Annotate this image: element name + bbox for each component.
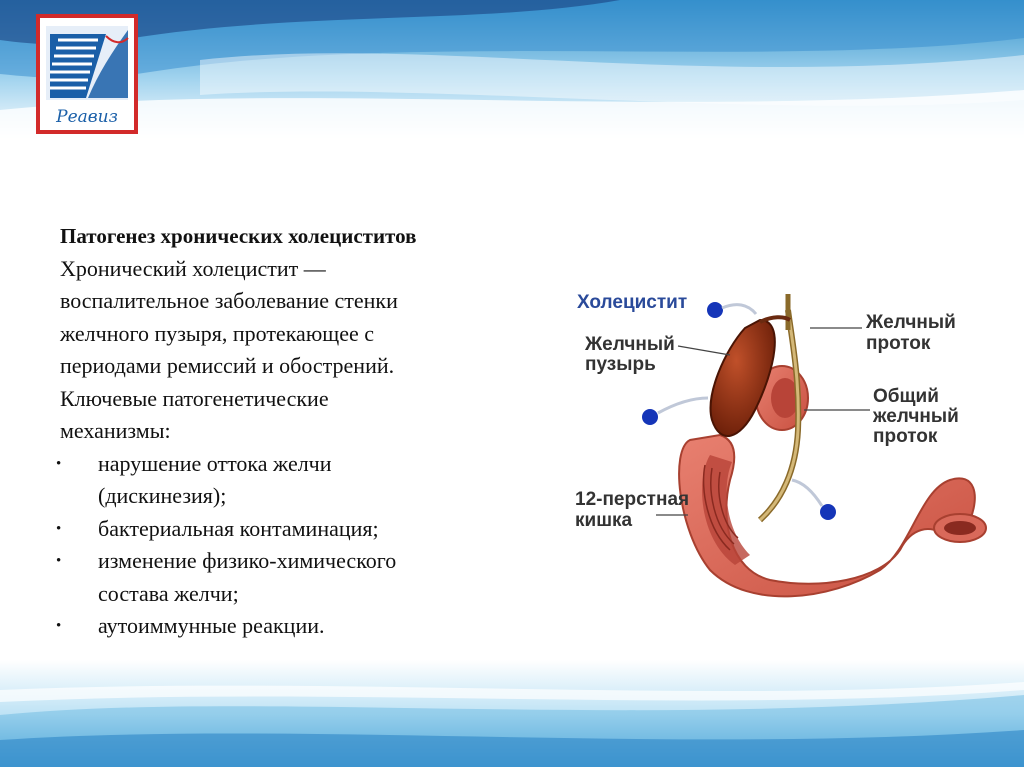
intro-line: воспалительное заболевание стенки (60, 288, 398, 313)
list-item (60, 448, 560, 513)
label-bile-duct-line1: Желчный (866, 312, 956, 333)
list-item-line: • аутоиммунные реакции. (98, 613, 325, 638)
list-item-line: состава желчи; (98, 580, 239, 606)
list-item-line: • нарушение оттока желчи (98, 450, 332, 476)
list-item-line: • изменение физико-химического (98, 548, 397, 573)
label-duodenum-line2: кишка (575, 510, 633, 531)
footer-wave-background (0, 660, 1024, 767)
svg-text:Реавиз: Реавиз (56, 107, 118, 127)
reaviz-logo (36, 14, 138, 134)
intro-line: механизмы: (60, 418, 171, 443)
list-item (60, 610, 560, 643)
slide-title: Патогенез хронических холециститов (60, 224, 417, 248)
list-item (60, 545, 560, 610)
label-common-bile-duct-line2: желчный (873, 406, 959, 427)
list-item (60, 513, 560, 546)
list-item-line: (дискинезия); (98, 483, 227, 508)
label-duodenum-line1: 12-перстная (575, 489, 690, 510)
header-wave-background (0, 0, 1024, 140)
anatomy-illustration (560, 280, 1000, 620)
intro-line: периодами ремиссий и обострений. (60, 353, 395, 378)
intro-line: Хронический холецистит — (60, 255, 326, 281)
mechanisms-list (60, 448, 560, 643)
content-text (60, 220, 560, 643)
intro-line: желчного пузыря, протекающее с (60, 320, 374, 346)
label-common-bile-duct-line3: проток (873, 426, 938, 447)
list-item-line: • бактериальная контаминация; (98, 515, 379, 541)
label-gallbladder-line1: Желчный (585, 334, 675, 355)
label-cholecystitis: Холецистит (577, 292, 688, 313)
label-bile-duct-line2: проток (866, 333, 931, 354)
label-gallbladder-line2: пузырь (585, 354, 656, 375)
label-common-bile-duct-line1: Общий (873, 386, 939, 407)
intro-line: Ключевые патогенетические (60, 385, 329, 411)
